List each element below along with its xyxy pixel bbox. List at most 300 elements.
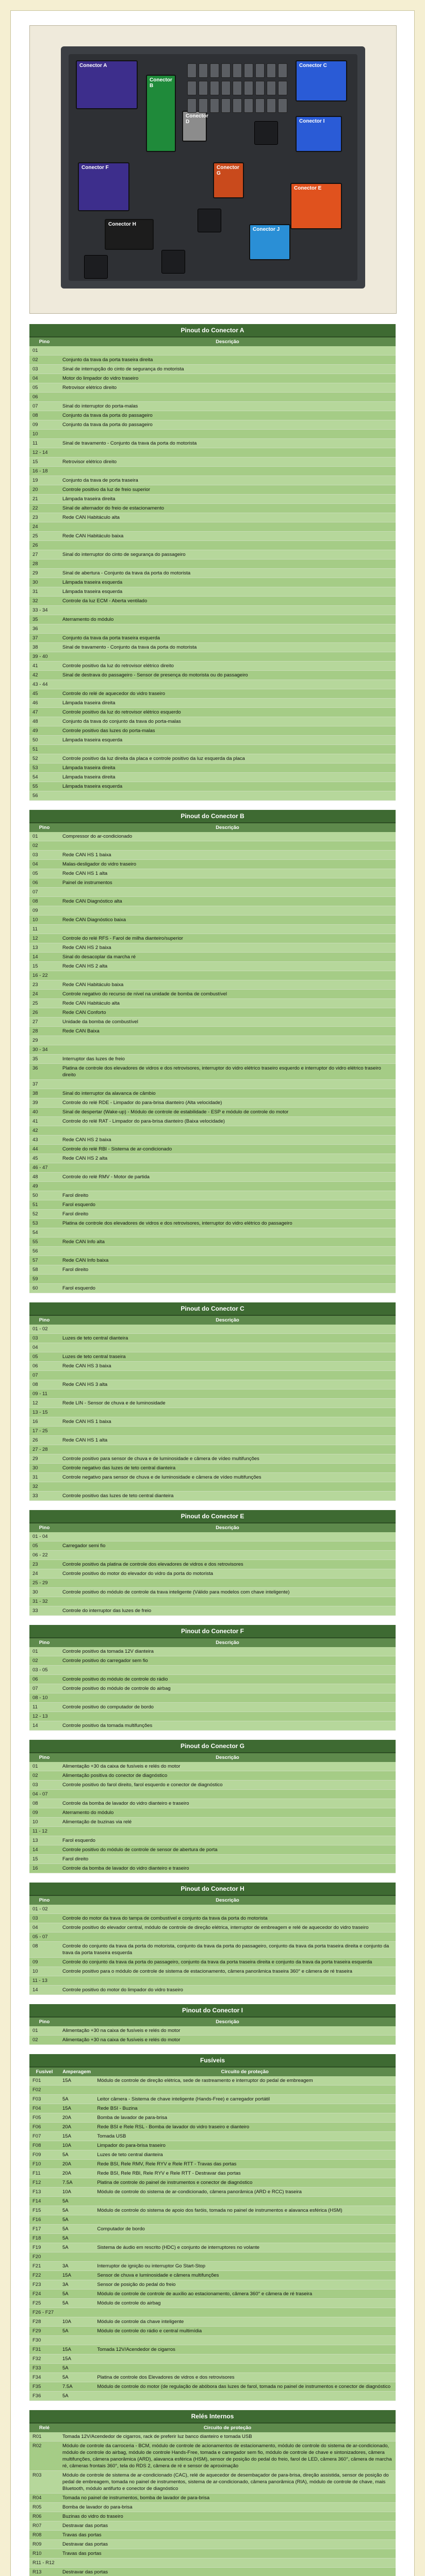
fuse-slot — [267, 63, 276, 78]
column-header: Fusível — [29, 2067, 59, 2076]
pin-cell: 05 — [29, 1352, 59, 1362]
table-row — [29, 1055, 396, 1064]
description-cell: Rede CAN HS 1 baixa — [59, 851, 396, 860]
table-row — [29, 953, 396, 962]
description-cell — [94, 2308, 396, 2317]
description-cell: Módulo de controle de sistema de ar-condicionado (CAC), relé de aquecedor de desembaçador de para-brisa, direção assistida, sensor de posição do pedal de embreagem, tomada no painel de instrumentos, sistema de ar-condicionado, câmera panorâmica (RIA), módulo de controle de chave, mais Bluetooth, módulo antifurto e conector de diagnóstico — [59, 2471, 396, 2494]
table-row — [29, 532, 396, 541]
description-cell: Lâmpada traseira esquerda — [59, 578, 396, 587]
amperage-cell: 5A — [59, 2299, 94, 2308]
description-cell — [59, 448, 396, 457]
pin-cell: 47 — [29, 708, 59, 717]
pin-cell: 31 — [29, 587, 59, 597]
table-row — [29, 550, 396, 560]
table-row — [29, 2512, 396, 2521]
description-cell: Farol esquerdo — [59, 1836, 396, 1845]
description-cell: Módulo de controle do rádio e central multimídia — [94, 2327, 396, 2336]
pin-cell: 01 — [29, 346, 59, 355]
description-cell — [59, 888, 396, 897]
pin-cell: 08 — [29, 1942, 59, 1958]
description-cell: Controle do relé RDE - Limpador do para-brisa dianteiro (Alta velocidade) — [59, 1098, 396, 1108]
description-cell: Controle do interruptor das luzes de freio — [59, 1606, 396, 1616]
amperage-cell: 5A — [59, 2234, 94, 2243]
table-row — [29, 1597, 396, 1606]
table-row — [29, 999, 396, 1008]
table-row — [29, 1464, 396, 1473]
table-row — [29, 1855, 396, 1864]
pin-cell: 08 — [29, 897, 59, 906]
table-row — [29, 2373, 396, 2382]
pin-cell: 30 — [29, 578, 59, 587]
table-row — [29, 2206, 396, 2215]
pin-cell: 23 — [29, 980, 59, 990]
pin-cell: 11 — [29, 439, 59, 448]
table-row — [29, 560, 396, 569]
fuse-slot — [221, 98, 231, 113]
connector-j: Conector J — [249, 224, 290, 260]
description-cell: Tomada 12V/Acendedor de cigarros — [94, 2345, 396, 2354]
description-cell: Controle positivo das luzes do porta-malas — [59, 726, 396, 736]
table-row — [29, 467, 396, 476]
pin-cell: F07 — [29, 2132, 59, 2141]
table-row — [29, 495, 396, 504]
table-row — [29, 2225, 396, 2234]
table-row — [29, 643, 396, 652]
table-row — [29, 1675, 396, 1684]
amperage-cell: 5A — [59, 2373, 94, 2382]
table-row — [29, 1343, 396, 1352]
description-cell: Lâmpada traseira direita — [59, 764, 396, 773]
pin-cell: F14 — [29, 2197, 59, 2206]
table-row — [29, 934, 396, 943]
pin-cell: 46 - 47 — [29, 1163, 59, 1173]
pin-cell: F20 — [29, 2252, 59, 2262]
fuse-slot — [221, 81, 231, 95]
pin-cell: 58 — [29, 1265, 59, 1275]
table-row — [29, 1482, 396, 1492]
pin-cell: 52 — [29, 1210, 59, 1219]
description-cell — [59, 1905, 396, 1914]
table-row — [29, 1219, 396, 1228]
pin-cell: 04 — [29, 1343, 59, 1352]
table-row — [29, 1799, 396, 1808]
pin-cell: 07 — [29, 402, 59, 411]
description-cell: Rede CAN HS 3 baixa — [59, 1362, 396, 1371]
table-row — [29, 1703, 396, 1712]
table-row — [29, 2299, 396, 2308]
table-row — [29, 1389, 396, 1399]
table-row — [29, 374, 396, 383]
pin-cell: 05 — [29, 383, 59, 393]
description-cell: Controle negativo do recurso de nível na unidade de bomba de combustível — [59, 990, 396, 999]
fuse-slot — [278, 81, 287, 95]
amperage-cell: 20A — [59, 2113, 94, 2123]
table-row — [29, 1541, 396, 1551]
pinout-section — [29, 324, 396, 801]
pin-cell: 12 — [29, 1399, 59, 1408]
section-title: Pinout do Conector H — [29, 1883, 396, 1896]
pin-cell: F30 — [29, 2336, 59, 2345]
description-cell: Sinal de travamento - Conjunto da trava da porta do motorista — [59, 439, 396, 448]
description-cell: Rede CAN HS 2 alta — [59, 962, 396, 971]
pinout-table — [29, 337, 396, 801]
description-cell: Controle positivo da luz do retrovisor elétrico esquerdo — [59, 708, 396, 717]
table-row — [29, 1154, 396, 1163]
description-cell: Sinal de destrava do passageiro - Sensor de presença do motorista ou do passageiro — [59, 671, 396, 680]
pin-cell: 28 — [29, 1027, 59, 1036]
description-cell: Alimentação +30 na caixa de fusíveis e relés do motor — [59, 2026, 396, 2036]
fuse-slot — [221, 63, 231, 78]
pin-cell: 02 — [29, 1656, 59, 1666]
table-row — [29, 346, 396, 355]
table-row — [29, 2076, 396, 2086]
description-cell — [94, 2234, 396, 2243]
amperage-cell: 10A — [59, 2141, 94, 2150]
table-row — [29, 1018, 396, 1027]
description-cell: Alimentação +30 da caixa de fusíveis e relés do motor — [59, 1762, 396, 1771]
description-cell: Carregador semi fio — [59, 1541, 396, 1551]
pin-cell: 04 — [29, 1923, 59, 1933]
description-cell — [94, 2392, 396, 2401]
pin-cell: 31 - 32 — [29, 1597, 59, 1606]
table-row — [29, 1247, 396, 1256]
pinout-section — [29, 1625, 396, 1731]
pin-cell: 09 — [29, 906, 59, 916]
description-cell — [94, 2364, 396, 2373]
table-row — [29, 1210, 396, 1219]
table-row — [29, 1958, 396, 1967]
fuse-slot — [244, 98, 253, 113]
description-cell: Controle da bomba de lavador do vidro dianteiro e traseiro — [59, 1864, 396, 1873]
description-cell — [59, 1933, 396, 1942]
table-row — [29, 1647, 396, 1656]
table-row — [29, 1399, 396, 1408]
pinout-section — [29, 1883, 396, 1995]
pin-cell: 01 — [29, 1762, 59, 1771]
section-title: Pinout do Conector C — [29, 1302, 396, 1316]
section-title: Pinout do Conector A — [29, 324, 396, 337]
pin-cell: 12 - 14 — [29, 448, 59, 457]
pin-cell: 25 — [29, 532, 59, 541]
pin-cell: 17 - 25 — [29, 1427, 59, 1436]
description-cell: Retrovisor elétrico direito — [59, 457, 396, 467]
description-cell: Destravar das portas — [59, 2521, 396, 2531]
pin-cell: F04 — [29, 2104, 59, 2113]
section-title: Pinout do Conector F — [29, 1625, 396, 1638]
description-cell — [59, 1482, 396, 1492]
description-cell — [59, 624, 396, 634]
table-row — [29, 2531, 396, 2540]
description-cell: Controle do relé RAT - Limpador do para-brisa dianteiro (Baixa velocidade) — [59, 1117, 396, 1126]
description-cell: Controle positivo do módulo de controle do airbag — [59, 1684, 396, 1693]
description-cell: Travas das portas — [59, 2549, 396, 2558]
description-cell: Limpador do para-brisa traseiro — [94, 2141, 396, 2150]
table-row — [29, 1371, 396, 1380]
pin-cell: 16 - 22 — [29, 971, 59, 980]
description-cell: Retrovisor elétrico direito — [59, 383, 396, 393]
description-cell: Controle positivo para sensor de chuva e de luminosidade e câmera de vídeo multifunções — [59, 1454, 396, 1464]
description-cell — [59, 1597, 396, 1606]
table-row — [29, 2280, 396, 2290]
table-row — [29, 1108, 396, 1117]
pinout-table — [29, 1316, 396, 1501]
description-cell: Módulo de controle da carroceria - BCM, módulo de controle de acionamentos de estacionamento, módulo de controle do sistema de ar-condicionado, módulo de controle do airbag, módulo de controle Hands-Free, tomada e carregador sem fio, módulo de controle de chave e sintonizadores, câmera multifunções, câmera panorâmica (ARD), alavanca esférica (HSM), sensor de posição do pedal do freio, farol de LED, câmera 360°, câmera de marcha ré, câmeras frontais 360°, tela do RDS 2, câmera de ré e sensor de aproximação — [59, 2442, 396, 2471]
pin-cell: 06 - 22 — [29, 1551, 59, 1560]
pin-cell: 10 — [29, 430, 59, 439]
fuse-slot — [199, 81, 208, 95]
description-cell — [59, 1126, 396, 1136]
pinout-section — [29, 2054, 396, 2401]
description-cell — [94, 2354, 396, 2364]
relay-slot — [161, 250, 185, 274]
table-row — [29, 2262, 396, 2271]
amperage-cell: 20A — [59, 2160, 94, 2169]
description-cell — [59, 1712, 396, 1721]
description-cell: Rede BSI e Rele RSL - Bomba de lavador do vidro traseiro e dianteiro — [94, 2123, 396, 2132]
description-cell: Painel de instrumentos — [59, 878, 396, 888]
table-row — [29, 1098, 396, 1108]
table-row — [29, 569, 396, 578]
amperage-cell: 15A — [59, 2132, 94, 2141]
pinout-section — [29, 1302, 396, 1501]
table-row — [29, 2345, 396, 2354]
description-cell — [59, 1247, 396, 1256]
description-cell: Luzes de teto central dianteira — [94, 2150, 396, 2160]
amperage-cell: 15A — [59, 2104, 94, 2113]
table-row — [29, 652, 396, 662]
description-cell: Controle positivo do computador de bordo — [59, 1703, 396, 1712]
relay-slot — [84, 255, 108, 279]
description-cell — [59, 1163, 396, 1173]
table-row — [29, 726, 396, 736]
amperage-cell: 20A — [59, 2169, 94, 2178]
table-row — [29, 1362, 396, 1371]
table-row — [29, 1976, 396, 1986]
pin-cell: R11 - R12 — [29, 2558, 59, 2568]
description-cell — [59, 560, 396, 569]
pinout-section — [29, 1510, 396, 1616]
pin-cell: 43 — [29, 1136, 59, 1145]
description-cell: Sistema de áudio em rescrito (HDC) e conjunto de interruptores no volante — [94, 2243, 396, 2252]
table-row — [29, 2382, 396, 2392]
table-row — [29, 764, 396, 773]
column-header: Descrição — [59, 1638, 396, 1647]
column-header: Descrição — [59, 1316, 396, 1325]
relay-slot — [254, 121, 278, 145]
description-cell: Controle positivo da tomada 12V dianteira — [59, 1647, 396, 1656]
pin-cell: 15 — [29, 962, 59, 971]
pin-cell: 27 - 28 — [29, 1445, 59, 1454]
table-row — [29, 1089, 396, 1098]
bsi-module-body — [61, 46, 365, 289]
table-row — [29, 430, 396, 439]
table-row — [29, 2215, 396, 2225]
description-cell: Controle negativo das luzes de teto central dianteira — [59, 1464, 396, 1473]
pin-cell: F23 — [29, 2280, 59, 2290]
table-row — [29, 2364, 396, 2373]
table-row — [29, 2104, 396, 2113]
description-cell: Controle positivo das luzes de teto central dianteira — [59, 1492, 396, 1501]
table-row — [29, 1721, 396, 1731]
pinout-sections — [29, 324, 396, 2576]
table-row — [29, 439, 396, 448]
description-cell: Rede CAN HS 1 alta — [59, 869, 396, 878]
description-cell: Rede CAN HS 2 baixa — [59, 1136, 396, 1145]
table-row — [29, 504, 396, 513]
table-row — [29, 597, 396, 606]
pin-cell: 26 — [29, 1008, 59, 1018]
table-row — [29, 1827, 396, 1836]
fuse-slot — [255, 98, 265, 113]
description-cell — [59, 1976, 396, 1986]
column-header: Pino — [29, 1316, 59, 1325]
table-row — [29, 1200, 396, 1210]
description-cell: Controle positivo do farol direito, farol esquerdo e conector de diagnóstico — [59, 1781, 396, 1790]
description-cell: Rede CAN Info alta — [59, 1238, 396, 1247]
table-row — [29, 634, 396, 643]
relay-slot — [198, 209, 221, 232]
pin-cell: 52 — [29, 754, 59, 764]
description-cell: Sinal de alternador do freio de estacionamento — [59, 504, 396, 513]
table-row — [29, 457, 396, 467]
pin-cell: R06 — [29, 2512, 59, 2521]
description-cell: Controle do relé de aquecedor do vidro traseiro — [59, 689, 396, 699]
table-row — [29, 522, 396, 532]
description-cell: Módulo de controle do sistema de apoio dos faróis, tomada no painel de instrumentos e alavanca esférica (HSM) — [94, 2206, 396, 2215]
table-row — [29, 754, 396, 764]
pinout-section — [29, 810, 396, 1293]
table-row — [29, 2150, 396, 2160]
pinout-table — [29, 1896, 396, 1995]
amperage-cell: 15A — [59, 2271, 94, 2280]
description-cell: Alimentação de buzinas via relé — [59, 1818, 396, 1827]
description-cell: Rede CAN Habitáculo baixa — [59, 980, 396, 990]
table-row — [29, 2392, 396, 2401]
description-cell: Módulo de controle do sistema de ar-condicionado, câmera panorâmica (ARD e RCC) traseira — [94, 2188, 396, 2197]
description-cell: Controle da luz ECM - Aberta ventilado — [59, 597, 396, 606]
fuse-slot — [199, 63, 208, 78]
amperage-cell: 15A — [59, 2076, 94, 2086]
table-row — [29, 365, 396, 374]
table-row — [29, 1117, 396, 1126]
table-row — [29, 2234, 396, 2243]
description-cell: Lâmpada traseira direita — [59, 773, 396, 782]
table-row — [29, 1080, 396, 1089]
pin-cell: 50 — [29, 1191, 59, 1200]
pin-cell: 05 - 07 — [29, 1933, 59, 1942]
description-cell — [94, 2336, 396, 2345]
description-cell: Farol esquerdo — [59, 1200, 396, 1210]
pinout-table — [29, 2424, 396, 2576]
pin-cell: 28 — [29, 560, 59, 569]
pin-cell: 16 - 18 — [29, 467, 59, 476]
pin-cell: 48 — [29, 717, 59, 726]
table-row — [29, 1666, 396, 1675]
pin-cell: F08 — [29, 2141, 59, 2150]
column-header: Pino — [29, 823, 59, 832]
pin-cell: 07 — [29, 1684, 59, 1693]
table-row — [29, 2243, 396, 2252]
pin-cell: 40 — [29, 1108, 59, 1117]
table-row — [29, 1656, 396, 1666]
pin-cell: 11 — [29, 1703, 59, 1712]
table-row — [29, 2290, 396, 2299]
fuse-slot — [267, 81, 276, 95]
pin-cell: 30 — [29, 1464, 59, 1473]
description-cell: Controle positivo do carregador sem fio — [59, 1656, 396, 1666]
description-cell — [59, 906, 396, 916]
description-cell: Farol direito — [59, 1265, 396, 1275]
table-row — [29, 1238, 396, 1247]
table-row — [29, 2308, 396, 2317]
table-row — [29, 1352, 396, 1362]
table-row — [29, 962, 396, 971]
table-row — [29, 2271, 396, 2280]
pin-cell: 25 - 29 — [29, 1579, 59, 1588]
description-cell: Rede CAN Habitáculo baixa — [59, 532, 396, 541]
pin-cell: 32 — [29, 1482, 59, 1492]
table-row — [29, 1036, 396, 1045]
fuse-slot — [210, 98, 219, 113]
amperage-cell: 5A — [59, 2206, 94, 2215]
pin-cell: 03 — [29, 1914, 59, 1923]
description-cell: Módulo de controle de controle de auxílio ao estacionamento, câmera 360° e câmera de ré traseira — [94, 2290, 396, 2299]
pin-cell: 03 - 05 — [29, 1666, 59, 1675]
pin-cell: 04 - 07 — [29, 1790, 59, 1799]
table-row — [29, 2558, 396, 2568]
section-title: Pinout do Conector G — [29, 1740, 396, 1753]
table-row — [29, 2354, 396, 2364]
pin-cell: 11 - 13 — [29, 1976, 59, 1986]
table-row — [29, 671, 396, 680]
pin-cell: 01 - 02 — [29, 1905, 59, 1914]
table-row — [29, 971, 396, 980]
fuse-slot — [244, 63, 253, 78]
table-row — [29, 624, 396, 634]
fuse-slot — [233, 81, 242, 95]
connector-e: Conector E — [290, 183, 342, 229]
description-cell: Leitor câmera - Sistema de chave inteligente (Hands-Free) e carregador portátil — [94, 2095, 396, 2104]
pin-cell: 55 — [29, 1238, 59, 1247]
description-cell: Controle positivo do motor do elevador do vidro da porta do motorista — [59, 1569, 396, 1579]
description-cell: Controle do relé RMV - Motor de partida — [59, 1173, 396, 1182]
pin-cell: 08 — [29, 411, 59, 420]
description-cell: Sinal do interruptor do porta-malas — [59, 402, 396, 411]
pin-cell: F16 — [29, 2215, 59, 2225]
table-row — [29, 2549, 396, 2558]
table-row — [29, 1325, 396, 1334]
description-cell: Controle positivo da luz do retrovisor elétrico direito — [59, 662, 396, 671]
pin-cell: 26 — [29, 1436, 59, 1445]
pinout-table — [29, 1753, 396, 1873]
pin-cell: 35 — [29, 1055, 59, 1064]
pin-cell: 38 — [29, 643, 59, 652]
description-cell — [59, 1666, 396, 1675]
table-row — [29, 1163, 396, 1173]
table-row — [29, 832, 396, 841]
description-cell: Rede CAN HS 3 alta — [59, 1380, 396, 1389]
pin-cell: 27 — [29, 1018, 59, 1027]
description-cell: Sinal do desacoplar da marcha ré — [59, 953, 396, 962]
pin-cell: 14 — [29, 1986, 59, 1995]
table-row — [29, 736, 396, 745]
pin-cell: 16 — [29, 1864, 59, 1873]
pin-cell: R01 — [29, 2432, 59, 2442]
table-row — [29, 860, 396, 869]
pin-cell: 12 - 13 — [29, 1712, 59, 1721]
table-row — [29, 1923, 396, 1933]
description-cell: Conjunto da trava de porta traseira — [59, 476, 396, 485]
